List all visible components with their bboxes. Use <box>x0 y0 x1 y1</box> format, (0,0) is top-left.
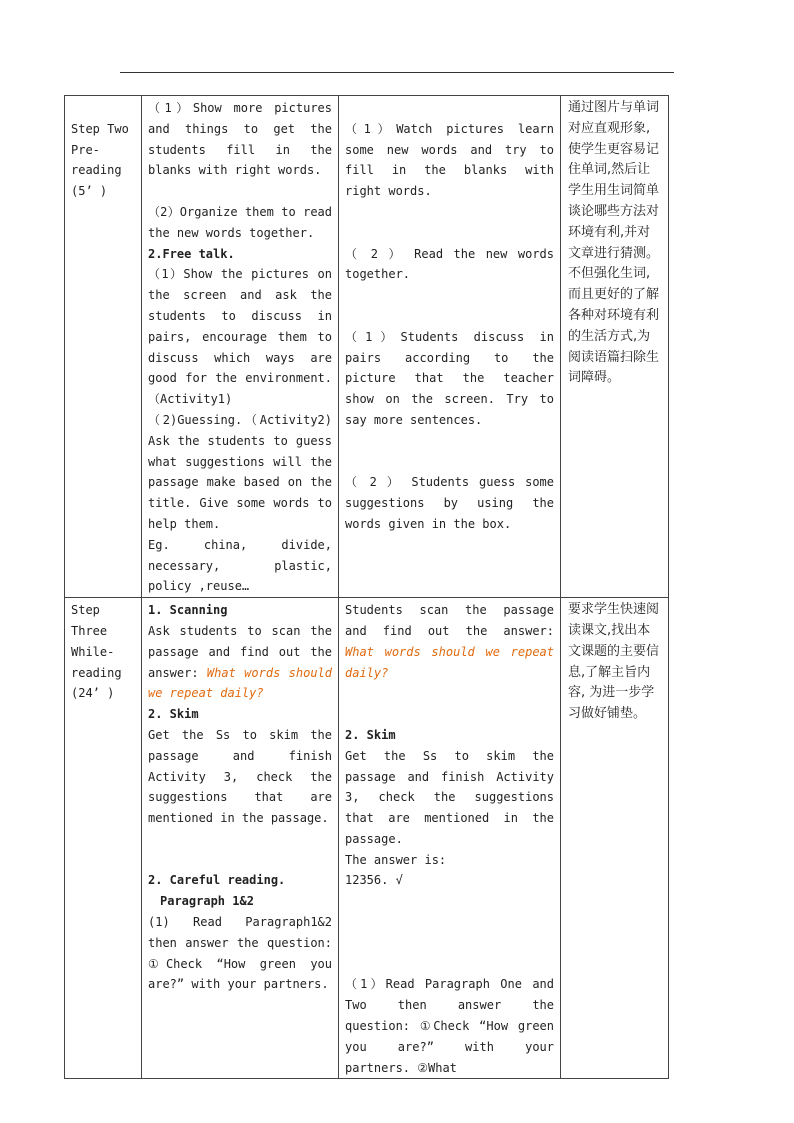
section-heading: 2. Skim <box>148 707 199 722</box>
header-rule <box>120 72 674 73</box>
paragraph: （2)Guessing.（Activity2) Ask the students to guess what suggestions will the passage make based on the title. Give some words to help them. <box>148 412 332 531</box>
step-label: Step Two <box>71 121 129 136</box>
paragraph-text: Ask students to scan the passage and find out the answer: <box>148 623 332 680</box>
step-label: Three <box>71 623 108 638</box>
paragraph: （1）Show more pictures and things to get the students fill in the blanks with right words. <box>148 101 332 178</box>
step-label: Step <box>71 603 100 618</box>
paragraph: Get the Ss to skim the passage and finish Activity 3, check the suggestions that are mentioned in the passage. <box>148 727 332 826</box>
section-heading: 2. Careful reading. <box>148 873 286 888</box>
paragraph: The answer is: <box>345 852 447 867</box>
paragraph: （1）Read Paragraph One and Two then answer the question: ①Check “How green you are?” with your partners. ②What <box>345 977 554 1075</box>
section-heading: 2. Skim <box>345 727 396 742</box>
step-cell <box>65 96 142 598</box>
paragraph: （1）Students discuss in pairs according to the picture that the teacher show on the screen. Try to say more sentences. <box>345 329 554 427</box>
paragraph: Eg. china, divide, necessary, plastic, policy ,reuse… <box>148 537 332 594</box>
paragraph-text: Students scan the passage and find out the answer: <box>345 603 554 638</box>
section-heading: 2.Free talk. <box>148 246 235 261</box>
step-label: While- <box>71 644 115 659</box>
question-highlight: What words should we repeat daily? <box>345 644 554 680</box>
section-subheading: Paragraph 1&2 <box>160 894 254 909</box>
purpose-text: 通过图片与单词对应直观形象,使学生更容易记住单词,然后让学生用生词简单谈论哪些方法对环境有利,并对文章进行猜测。不但强化生词,而且更好的了解各种对环境有利的生活方式,为阅读语篇扫除生词障碍。 <box>568 100 660 386</box>
table-row <box>65 96 669 598</box>
student-activity-cell <box>339 96 561 598</box>
step-time: (24’ ) <box>71 686 115 701</box>
paragraph: (1) Read Paragraph1&2 then answer the question: ①Check “How green you are?” with your partners. <box>148 915 332 992</box>
section-heading: 1. Scanning <box>148 603 228 618</box>
student-activity-cell <box>339 598 561 1079</box>
purpose-cell <box>561 96 669 598</box>
purpose-cell <box>561 598 669 1079</box>
step-label: reading <box>71 163 122 178</box>
step-cell <box>65 598 142 1079</box>
answer-text: 12356. √ <box>345 873 403 888</box>
question-highlight: What words should we repeat daily? <box>148 665 332 701</box>
paragraph: （ 2 ） Students guess some suggestions by using the words given in the box. <box>345 475 554 531</box>
step-label: Pre- <box>71 142 100 157</box>
step-label: reading <box>71 665 122 680</box>
teacher-activity-cell <box>142 598 339 1079</box>
paragraph <box>148 621 332 704</box>
paragraph: Get the Ss to skim the passage and finish Activity 3, check the suggestions that are mentioned in the passage. <box>345 748 554 846</box>
purpose-text: 要求学生快速阅读课文,找出本文课题的主要信息,了解主旨内容, 为进一步学习做好铺垫。 <box>568 602 660 722</box>
teacher-activity-cell <box>142 96 339 598</box>
lesson-plan-table <box>64 95 669 1079</box>
paragraph: （1）Show the pictures on the screen and ask the students to discuss in pairs, encourage them to discuss which ways are good for the environment.（Activity1) <box>148 267 332 407</box>
table-row <box>65 598 669 1079</box>
paragraph: （2）Organize them to read the new words together. <box>148 204 332 240</box>
step-time: (5’ ) <box>71 184 108 199</box>
paragraph: （ 2 ） Read the new words together. <box>345 246 554 282</box>
paragraph: （1）Watch pictures learn some new words and try to fill in the blanks with right words. <box>345 121 554 199</box>
paragraph <box>345 600 554 683</box>
